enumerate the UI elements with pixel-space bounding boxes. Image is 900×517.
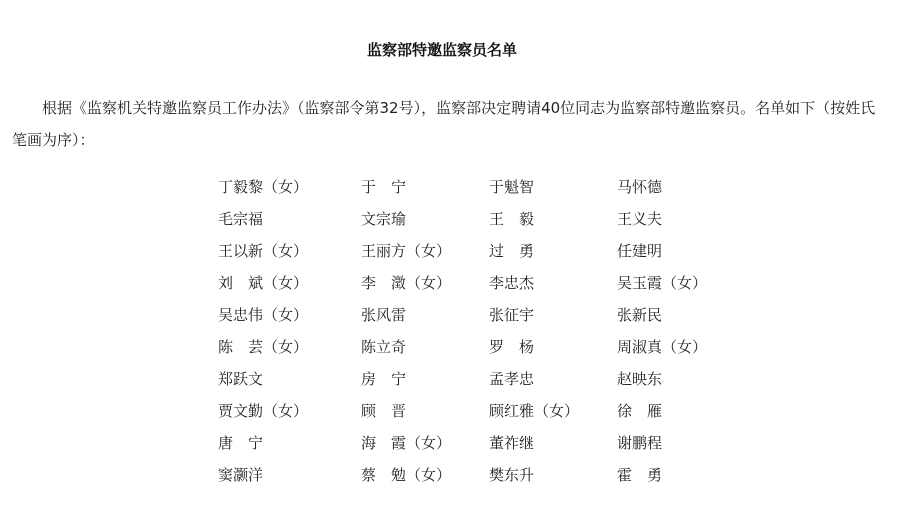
name-roster bbox=[218, 172, 778, 492]
roster-name: 赵映东 bbox=[617, 370, 663, 388]
document-title: 监察部特邀监察员名单 bbox=[366, 41, 517, 59]
roster-name: 贾文勤（女） bbox=[218, 402, 309, 420]
roster-name: 于魁智 bbox=[489, 178, 535, 196]
roster-name: 任建明 bbox=[617, 242, 663, 260]
roster-name: 吴玉霞（女） bbox=[617, 274, 708, 292]
roster-name: 刘 斌（女） bbox=[218, 274, 309, 292]
roster-name: 周淑真（女） bbox=[617, 338, 708, 356]
roster-name: 李 澂（女） bbox=[361, 274, 452, 292]
roster-name: 李忠杰 bbox=[489, 274, 535, 292]
roster-name: 陈立奇 bbox=[361, 338, 407, 356]
roster-name: 文宗瑜 bbox=[361, 210, 407, 228]
roster-name: 陈 芸（女） bbox=[218, 338, 309, 356]
roster-name: 顾 晋 bbox=[361, 402, 407, 420]
roster-name: 海 霞（女） bbox=[361, 434, 452, 452]
roster-name: 于 宁 bbox=[361, 178, 407, 196]
roster-name: 张征宇 bbox=[489, 306, 535, 324]
roster-name: 过 勇 bbox=[489, 242, 535, 260]
roster-name: 罗 杨 bbox=[489, 338, 535, 356]
roster-name: 董祚继 bbox=[489, 434, 535, 452]
roster-name: 马怀德 bbox=[617, 178, 663, 196]
intro-paragraph: 根据《监察机关特邀监察员工作办法》（监察部令第32号），监察部决定聘请40位同志为监察部特邀监察员。名单如下（按姓氏笔画为序）： bbox=[12, 99, 876, 149]
roster-name: 毛宗福 bbox=[218, 210, 264, 228]
roster-name: 樊东升 bbox=[489, 466, 535, 484]
roster-name: 王义夫 bbox=[617, 210, 663, 228]
roster-name: 吴忠伟（女） bbox=[218, 306, 309, 324]
roster-name: 霍 勇 bbox=[617, 466, 663, 484]
roster-name: 王丽方（女） bbox=[361, 242, 452, 260]
roster-name: 郑跃文 bbox=[218, 370, 264, 388]
roster-name: 张新民 bbox=[617, 306, 663, 324]
roster-name: 孟孝忠 bbox=[489, 370, 535, 388]
roster-name: 丁毅黎（女） bbox=[218, 178, 309, 196]
roster-name: 徐 雁 bbox=[617, 402, 663, 420]
roster-name: 窦灏洋 bbox=[218, 466, 264, 484]
roster-name: 唐 宁 bbox=[218, 434, 264, 452]
roster-name: 王 毅 bbox=[489, 210, 535, 228]
roster-name: 蔡 勉（女） bbox=[361, 466, 452, 484]
roster-name: 谢鹏程 bbox=[617, 434, 663, 452]
roster-name: 张风雷 bbox=[361, 306, 407, 324]
roster-name: 王以新（女） bbox=[218, 242, 309, 260]
roster-name: 房 宁 bbox=[361, 370, 407, 388]
roster-name: 顾红雅（女） bbox=[489, 402, 580, 420]
